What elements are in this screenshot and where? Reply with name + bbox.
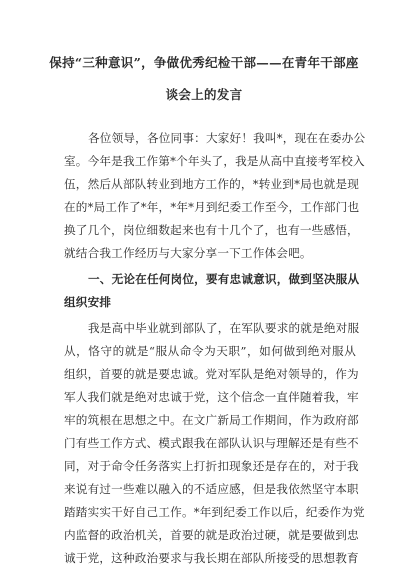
paragraph-1-line: 就结合我工作经历与大家分享一下工作体会吧。: [64, 246, 312, 260]
paragraph-2-line: 同，对于命令任务落实上打折扣现象还是存在的，对于我: [64, 459, 359, 473]
paragraph-2-line: 从，恪守的就是“服从命令为天职”，如何做到绝对服从: [64, 344, 356, 358]
paragraph-2-line: 踏踏实实干好自己工作。*年到纪委工作以后，纪委作为党: [64, 505, 365, 519]
paragraph-2-line: 牢的筑根在思想之中。在文广新局工作期间，作为政府部: [64, 413, 359, 427]
paragraph-2-line: 我是高中毕业就到部队了，在军队要求的就是绝对服: [88, 321, 360, 335]
section-heading-1-cont: 组织安排: [64, 295, 112, 309]
document-title-line-2: 谈会上的发言: [165, 87, 243, 102]
paragraph-1-line: 在的*局工作了*年，*年*月到纪委工作至今，工作部门也: [64, 200, 360, 214]
paragraph-2-line: 军人我们就是绝对忠诚于党，这个信念一直伴随着我，牢: [64, 390, 359, 404]
document-title-line-1: 保持“三种意识”，争做优秀纪检干部——在青年干部座: [49, 55, 359, 70]
paragraph-1-line: 伍，然后从部队转业到地方工作的，*转业到*局也就是现: [64, 177, 360, 191]
paragraph-2-line: 内监督的政治机关，首要的就是政治过硬，就是要做到忠: [64, 528, 359, 542]
paragraph-2-line: 来说有过一些难以融入的不适应感，但是我依然坚守本职: [64, 482, 359, 496]
paragraph-2-line: 诚于党，这种政治要求与我长期在部队所接受的思想教育: [64, 551, 359, 565]
paragraph-1-line: 各位领导，各位同事：大家好！我叫*，现在在委办公: [88, 131, 366, 145]
paragraph-2-line: 组织，首要的就是要忠诚。党对军队是绝对领导的，作为: [64, 367, 359, 381]
section-heading-1: 一、无论在任何岗位，要有忠诚意识，做到坚决服从: [88, 272, 360, 286]
paragraph-2-line: 门有些工作方式、模式跟我在部队认识与理解还是有些不: [64, 436, 359, 450]
paragraph-1-line: 换了几个，岗位细数起来也有十几个了，也有一些感悟，: [64, 223, 359, 237]
paragraph-1-line: 室。今年是我工作第*个年头了，我是从高中直接考军校入: [64, 154, 365, 168]
